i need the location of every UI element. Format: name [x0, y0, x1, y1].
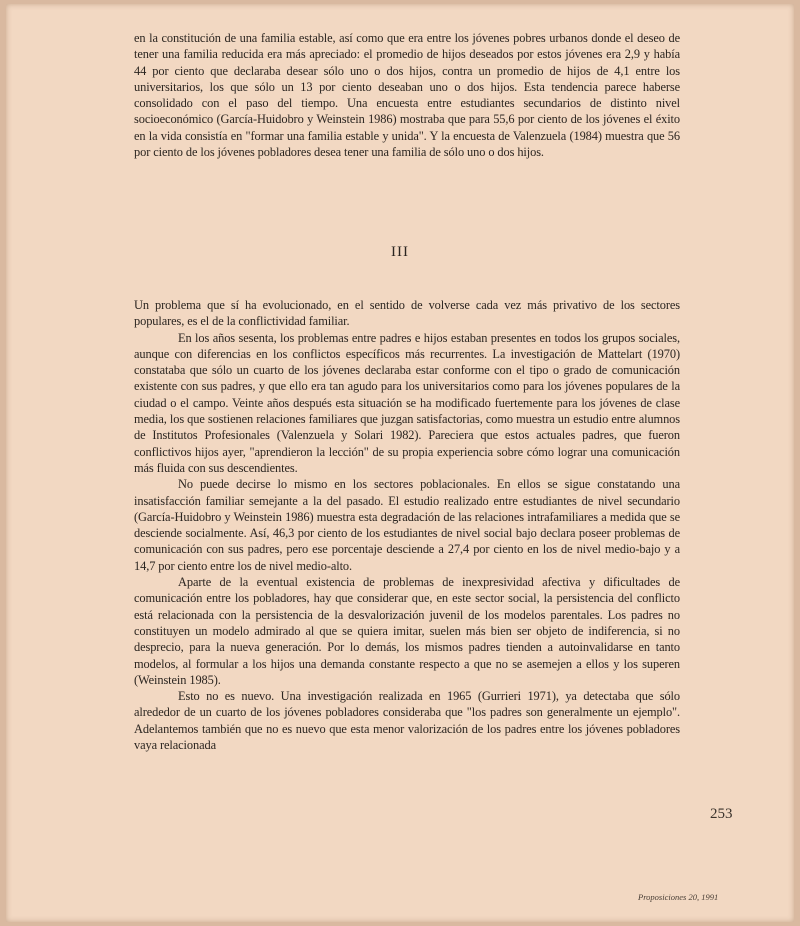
top-paragraph: en la constitución de una familia estable, así como que era entre los jóvenes pobres urbanos donde el deseo de tener una familia reducida era más apreciado: el promedio de hijos deseados por estos jóvenes era 2,9 y había 44 por ciento que declaraba desear sólo uno o dos hijos, contra un promedio de hijos de 4,1 entre los universitarios, los que sólo un 13 por ciento deseaban uno o dos hijos. Esta tendencia parece haberse consolidado con el paso del tiempo. Una encuesta entre estudiantes secundarios de distinto nivel socioeconómico (García-Huidobro y Weinstein 1986) mostraba que para 55,6 por ciento de los jóvenes el éxito en la vida consistía en "formar una familia estable y unida". Y la encuesta de Valenzuela (1984) muestra que 56 por ciento de los jóvenes pobladores desea tener una familia de sólo uno o dos hijos.: [134, 31, 680, 160]
paragraph-4: Aparte de la eventual existencia de problemas de inexpresividad afectiva y dificultades de comunicación entre los pobladores, hay que considerar que, en este sector social, la persistencia del conflicto está relacionada con la persistencia de la desvalorización juvenil de los modelos parentales. Los padres no constituyen un modelo admirado al que se quiera imitar, suelen más bien ser objeto de indiferencia, si no desprecio, para la nueva generación. Por lo demás, los mismos padres tienden a autoinvalidarse en tanto modelos, al formular a los hijos una demanda constante respecto a que no se asemejen a ellos y los superen (Weinstein 1985).: [134, 575, 680, 687]
paragraph-1: Un problema que sí ha evolucionado, en el sentido de volverse cada vez más privativo de los sectores populares, es el de la conflictividad familiar.: [134, 298, 680, 329]
paragraph-3: No puede decirse lo mismo en los sectores poblacionales. En ellos se sigue constatando una insatisfacción familiar semejante a la del pasado. El estudio realizado entre estudiantes de nivel secundario (García-Huidobro y Weinstein 1986) muestra esta degradación de las relaciones intrafamiliares a medida que se desciende socialmente. Así, 46,3 por ciento de los estudiantes de nivel social bajo declara poseer problemas de comunicación con sus padres, pero ese porcentaje desciende a 27,4 por ciento en los de nivel medio-bajo y a 14,7 por ciento entre los de nivel medio-alto.: [134, 477, 680, 573]
section-numeral: III: [391, 244, 409, 260]
top-text-block: [134, 30, 680, 160]
paragraph-5: Esto no es nuevo. Una investigación realizada en 1965 (Gurrieri 1971), ya detectaba que sólo alrededor de un cuarto de los jóvenes pobladores consideraba que "los padres son generalmente un ejemplo". Adelantemos también que no es nuevo que esta menor valorización de los padres entre los jóvenes pobladores vaya relacionada: [134, 689, 680, 753]
running-footer: Proposiciones 20, 1991: [638, 892, 719, 902]
book-page: [6, 4, 794, 922]
page-number: 253: [710, 806, 733, 822]
paragraph-2: En los años sesenta, los problemas entre padres e hijos estaban presentes en todos los grupos sociales, aunque con diferencias en los conflictos específicos más recurrentes. La investigación de Mattelart (1970) constataba que sólo un cuarto de los jóvenes declaraba estar conforme con el tipo o grado de comunicación existente con sus padres, y que ello era tan agudo para los universitarios como para los jóvenes populares de la ciudad o el campo. Veinte años después esta situación se ha modificado fuertemente para los jóvenes de clase media, los que sostienen relaciones familiares que juzgan satisfactorias, como muestra un estudio entre alumnos de Institutos Profesionales (Valenzuela y Solari 1982). Pareciera que estos actuales padres, que fueron conflictivos hijos ayer, "aprendieron la lección" de su propia experiencia sobre cómo lograr una comunicación más fluida con sus descendientes.: [134, 330, 680, 475]
main-text-block: [134, 297, 680, 753]
